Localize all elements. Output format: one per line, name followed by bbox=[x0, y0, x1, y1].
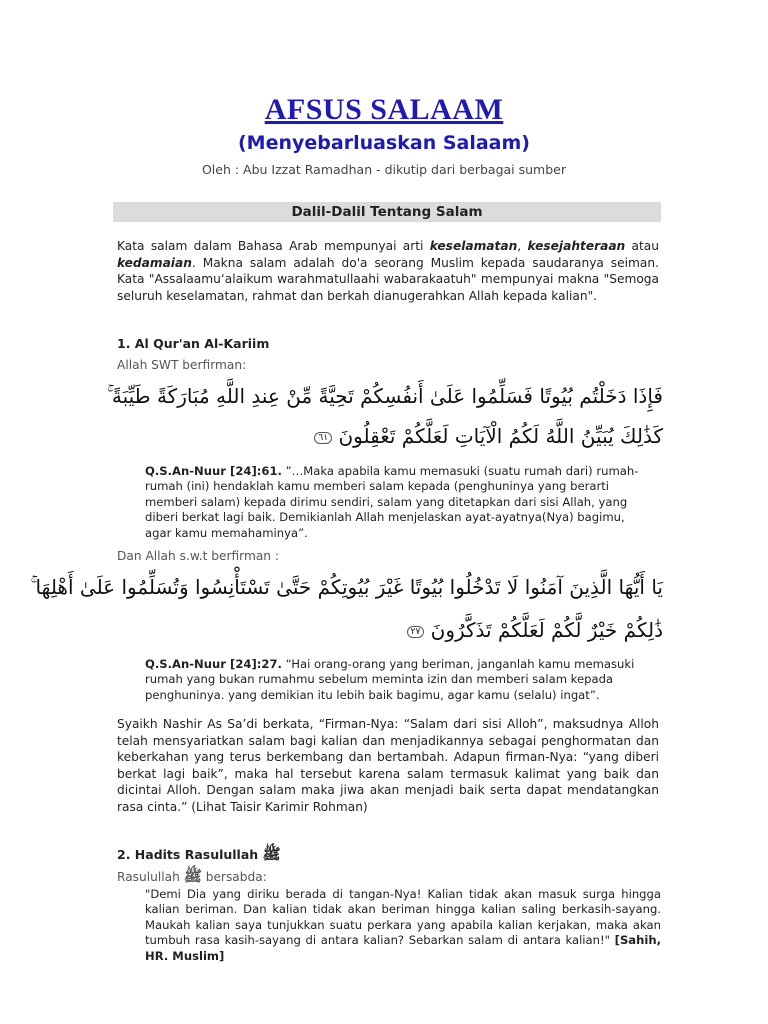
document-subtitle: (Menyebarluaskan Salaam) bbox=[238, 132, 530, 154]
hadith-source: [Sahih, HR. Muslim] bbox=[145, 933, 661, 963]
hadith-intro: Rasulullah ﷺ bersabda: bbox=[117, 867, 267, 885]
keyword-keselamatan: keselamatan bbox=[429, 239, 518, 253]
hadith-section-heading: 2. Hadits Rasulullah ﷺ bbox=[117, 845, 281, 863]
section-heading-bar: Dalil-Dalil Tentang Salam bbox=[113, 202, 661, 222]
verse-reference: Q.S.An-Nuur [24]:61. bbox=[145, 464, 282, 478]
arabic-verse-2-line-1: يَا أَيُّهَا الَّذِينَ آمَنُوا لَا تَدْخُلُوا بُيُوتًا غَيْرَ بُيُوتِكُمْ حَتَّىٰ تَسْتَأْنِسُوا وَتُسَلِّمُوا عَلَىٰ أَهْلِهَا ۚ bbox=[30, 575, 663, 599]
hadith-quote: "Demi Dia yang diriku berada di tangan-Nya! Kalian tidak akan masuk surga hingga kalian beriman. Dan kalian tidak akan beriman hingga kalian saling berkasih-sayang. Maukah kalian saya tunjukkan suatu perkara yang apabila kalian kerjakan, maka akan tumbuh rasa kasih-sayang di antara kalian? Sebarkan salam di antara kalian!" [Sahih, HR. Muslim] bbox=[145, 887, 661, 963]
intro-paragraph: Kata salam dalam Bahasa Arab mempunyai arti keselamatan, kesejahteraan atau kedamaian. Makna salam adalah do'a seorang Muslim kepada saudaranya seiman. Kata "Assalaamu‘alaikum warahmatullaahi wabarakaatuh" mempunyai makna "Semoga seluruh keselamatan, rahmat dan berkah dianugerahkan Allah kepada kalian". bbox=[117, 239, 659, 303]
commentary-paragraph: Syaikh Nashir As Sa’di berkata, “Firman-Nya: “Salam dari sisi Alloh”, maksudnya Alloh telah mensyariatkan salam bagi kalian dan menjadikannya sebagai penghormatan dan keberkahan yang terus berkembang dan bertambah. Adapun firman-Nya: “yang diberi berkat lagi baik”, maka hal tersebut karena salam termasuk kalimat yang baik dan dicintai Alloh. Dengan salam maka jiwa akan menjadi baik serta dapat mendatangkan rasa cinta.” (Lihat Taisir Karimir Rohman) bbox=[117, 717, 659, 814]
quran-intro-2: Dan Allah s.w.t berfirman : bbox=[117, 549, 279, 563]
quran-intro-1: Allah SWT berfirman: bbox=[117, 358, 247, 372]
keyword-kesejahteraan: kesejahteraan bbox=[527, 239, 626, 253]
saw-honorific: ﷺ bbox=[262, 845, 281, 863]
arabic-verse-2-line-2: ذَٰلِكُمْ خَيْرٌ لَّكُمْ لَعَلَّكُمْ تَذَكَّرُونَ ٢٧ bbox=[117, 618, 663, 642]
translation-quote-2: Q.S.An-Nuur [24]:27. “Hai orang-orang yang beriman, janganlah kamu memasuki rumah yang bukan rumahmu sebelum meminta izin dan memberi salam kepada penghuninya. yang demikian itu lebih baik bagimu, agar kamu (selalu) ingat”. bbox=[145, 657, 635, 702]
arabic-verse-1-line-1: فَإِذَا دَخَلْتُم بُيُوتًا فَسَلِّمُوا عَلَىٰ أَنفُسِكُمْ تَحِيَّةً مِّنْ عِندِ اللَّهِ مُبَارَكَةً طَيِّبَةً ۚ bbox=[106, 384, 663, 408]
arabic-verse-1-line-2: كَذَٰلِكَ يُبَيِّنُ اللَّهُ لَكُمُ الْآيَاتِ لَعَلَّكُمْ تَعْقِلُونَ ٦١ bbox=[117, 424, 663, 448]
quran-section-heading: 1. Al Qur'an Al-Kariim bbox=[117, 336, 270, 351]
translation-quote-1: Q.S.An-Nuur [24]:61. ”…Maka apabila kamu memasuki (suatu rumah dari) rumah-rumah (ini) hendaklah kamu memberi salam kepada (penghuninya yang berarti memberi salam) kepada dirimu sendiri, salam yang ditetapkan dari sisi Allah, yang diberi berkat lagi baik. Demikianlah Allah menjelaskan ayat-ayatnya(Nya) bagimu, agar kamu memahaminya”. bbox=[145, 464, 639, 540]
ayah-number-mark: ٢٧ bbox=[407, 626, 425, 638]
saw-honorific: ﷺ bbox=[183, 867, 202, 885]
keyword-kedamaian: kedamaian bbox=[117, 255, 192, 270]
ayah-number-mark: ٦١ bbox=[314, 432, 332, 444]
author-byline: Oleh : Abu Izzat Ramadhan - dikutip dari berbagai sumber bbox=[201, 162, 567, 177]
verse-reference: Q.S.An-Nuur [24]:27. bbox=[145, 657, 282, 671]
document-title: AFSUS SALAAM bbox=[264, 93, 504, 126]
